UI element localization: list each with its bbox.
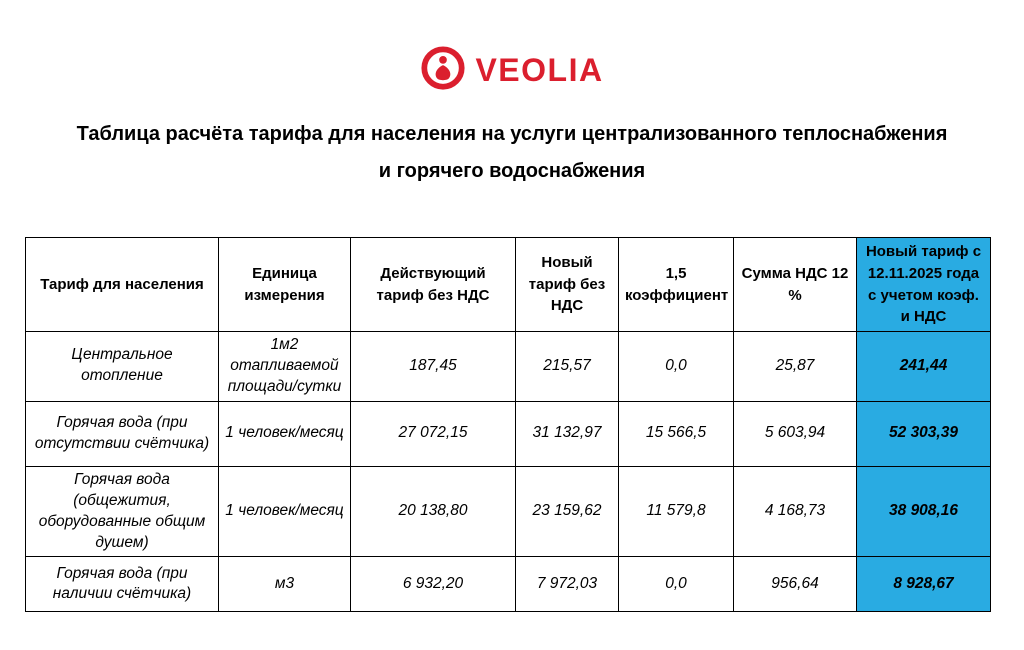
cell-vat: 25,87	[734, 332, 857, 402]
cell-final-tariff: 38 908,16	[857, 466, 991, 557]
cell-coefficient: 0,0	[619, 557, 734, 612]
col-header-coefficient: 1,5 коэффициент	[619, 238, 734, 332]
cell-new-tariff: 23 159,62	[516, 466, 619, 557]
cell-current-tariff: 27 072,15	[351, 401, 516, 466]
cell-coefficient: 0,0	[619, 332, 734, 402]
cell-unit: м3	[219, 557, 351, 612]
col-header-final-tariff: Новый тариф с 12.11.2025 года с учетом коэф. и НДС	[857, 238, 991, 332]
cell-tariff-name: Горячая вода (общежития, оборудованные общим душем)	[26, 466, 219, 557]
cell-final-tariff: 8 928,67	[857, 557, 991, 612]
col-header-current-tariff: Действующий тариф без НДС	[351, 238, 516, 332]
cell-final-tariff: 52 303,39	[857, 401, 991, 466]
cell-new-tariff: 7 972,03	[516, 557, 619, 612]
header-row	[26, 238, 991, 332]
tariff-table	[25, 237, 991, 612]
veolia-logo	[0, 45, 1024, 91]
cell-tariff-name: Горячая вода (при наличии счётчика)	[26, 557, 219, 612]
col-header-tariff-name: Тариф для населения	[26, 238, 219, 332]
veolia-ring-figure-icon	[420, 45, 466, 91]
cell-vat: 956,64	[734, 557, 857, 612]
page-title-line2: и горячего водоснабжения	[378, 160, 646, 182]
table-row-hot-water-no-meter	[26, 401, 991, 466]
veolia-wordmark: VEOLIA	[475, 52, 604, 88]
table-row-central-heating	[26, 332, 991, 402]
col-header-unit: Единица измерения	[219, 238, 351, 332]
cell-unit: 1 человек/месяц	[219, 401, 351, 466]
cell-final-tariff: 241,44	[857, 332, 991, 402]
cell-tariff-name: Горячая вода (при отсутствии счётчика)	[26, 401, 219, 466]
page-title-line1: Таблица расчёта тарифа для населения на услуги централизованного теплоснабжения	[76, 123, 948, 145]
cell-unit: 1 человек/месяц	[219, 466, 351, 557]
col-header-vat: Сумма НДС 12 %	[734, 238, 857, 332]
cell-unit: 1м2 отапливаемой площади/сутки	[219, 332, 351, 402]
cell-new-tariff: 215,57	[516, 332, 619, 402]
cell-new-tariff: 31 132,97	[516, 401, 619, 466]
cell-coefficient: 11 579,8	[619, 466, 734, 557]
cell-vat: 4 168,73	[734, 466, 857, 557]
page-title	[0, 116, 1024, 190]
cell-tariff-name: Центральное отопление	[26, 332, 219, 402]
cell-current-tariff: 187,45	[351, 332, 516, 402]
cell-vat: 5 603,94	[734, 401, 857, 466]
table-row-hot-water-dormitory	[26, 466, 991, 557]
cell-current-tariff: 20 138,80	[351, 466, 516, 557]
table-row-hot-water-with-meter	[26, 557, 991, 612]
cell-coefficient: 15 566,5	[619, 401, 734, 466]
col-header-new-tariff: Новый тариф без НДС	[516, 238, 619, 332]
cell-current-tariff: 6 932,20	[351, 557, 516, 612]
